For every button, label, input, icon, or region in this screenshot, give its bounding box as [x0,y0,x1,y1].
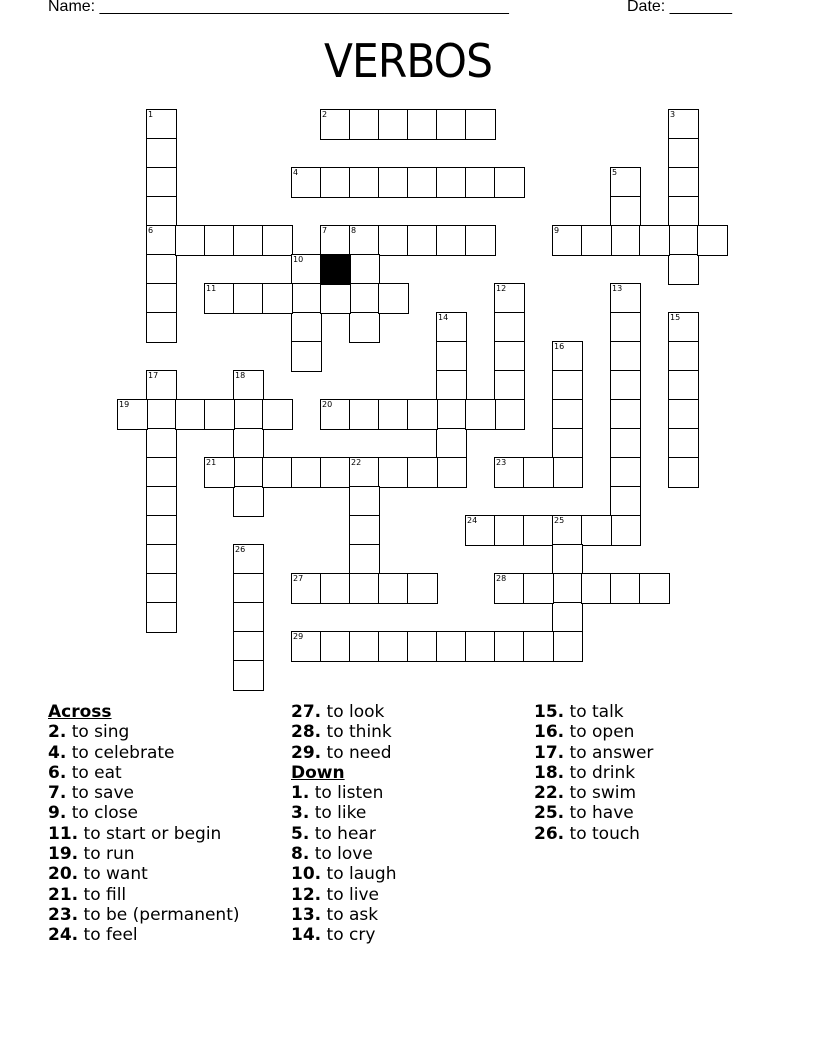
black-square [320,254,351,285]
grid-cell[interactable] [610,515,641,546]
clue-number-label: 21. [48,884,79,905]
clue-text: to sing [66,722,130,743]
grid-cell[interactable] [436,167,467,198]
clue-number-label: 20. [48,864,79,885]
grid-cell[interactable] [668,428,699,459]
grid-cell[interactable] [175,225,206,256]
clue-number-label: 26. [534,823,565,844]
clue-number: 2 [322,110,328,119]
grid-cell[interactable] [552,428,583,459]
clue-column-3 [534,702,653,844]
grid-cell[interactable] [610,312,641,343]
grid-cell[interactable] [668,312,699,343]
grid-cell[interactable] [407,167,438,198]
grid-cell[interactable] [407,109,438,140]
grid-cell[interactable] [146,428,177,459]
grid-cell[interactable] [204,457,235,488]
clue-number: 24 [467,516,478,525]
grid-cell[interactable] [233,602,264,633]
clue-number-label: 9. [48,803,67,824]
clue-number-label: 8. [291,844,310,865]
grid-cell[interactable] [668,370,699,401]
grid-cell[interactable] [610,457,641,488]
grid-cell[interactable] [233,399,264,430]
clue-number: 5 [612,168,618,177]
grid-cell[interactable] [436,428,467,459]
clue-text: to start or begin [78,823,222,844]
clue-number: 22 [351,458,362,467]
clue-text: to listen [309,783,384,804]
grid-cell[interactable] [146,109,177,140]
grid-cell[interactable] [668,225,699,256]
grid-cell[interactable] [146,486,177,517]
grid-cell[interactable] [668,109,699,140]
grid-cell[interactable] [552,370,583,401]
across-clue [291,702,396,722]
grid-cell[interactable] [436,341,467,372]
grid-cell[interactable] [436,370,467,401]
clue-number: 28 [496,574,507,583]
down-heading: Down [291,762,345,783]
grid-cell[interactable] [436,457,467,488]
grid-cell[interactable] [378,631,409,662]
grid-cell[interactable] [233,544,264,575]
grid-cell[interactable] [668,399,699,430]
grid-cell[interactable] [407,573,438,604]
clue-text: to need [321,742,392,763]
grid-cell[interactable] [262,283,293,314]
clue-number: 15 [670,313,681,322]
grid-cell[interactable] [436,399,467,430]
across-clue [48,722,240,742]
grid-cell[interactable] [320,573,351,604]
across-heading: Across [48,702,112,722]
grid-cell[interactable] [581,573,612,604]
clue-text: to ask [321,904,379,925]
grid-cell[interactable] [552,341,583,372]
grid-cell[interactable] [349,515,380,546]
grid-cell[interactable] [494,283,525,314]
grid-cell[interactable] [523,573,554,604]
grid-cell[interactable] [146,544,177,575]
clue-text: to open [564,722,635,743]
grid-cell[interactable] [523,457,554,488]
clue-text: to be (permanent) [78,904,240,925]
across-clue [291,722,396,742]
grid-cell[interactable] [494,399,525,430]
grid-cell[interactable] [610,196,641,227]
grid-cell[interactable] [146,399,177,430]
grid-cell[interactable] [291,457,322,488]
clue-number: 12 [496,284,507,293]
grid-cell[interactable] [581,515,612,546]
clue-text: to feel [78,925,138,946]
grid-cell[interactable] [436,312,467,343]
grid-cell[interactable] [494,167,525,198]
grid-cell[interactable] [378,457,409,488]
clue-text: to hear [309,823,376,844]
grid-cell[interactable] [610,428,641,459]
across-clue [48,824,240,844]
grid-cell[interactable] [494,515,525,546]
page-title: VERBOS [323,34,493,88]
across-clue [48,844,240,864]
down-clue [291,905,396,925]
grid-cell[interactable] [523,631,554,662]
grid-cell[interactable] [552,399,583,430]
across-clue [48,743,240,763]
clue-number: 27 [293,574,304,583]
grid-cell[interactable] [465,515,496,546]
clue-text: to fill [78,884,127,905]
grid-cell[interactable] [639,573,670,604]
grid-cell[interactable] [349,167,380,198]
grid-cell[interactable] [494,341,525,372]
grid-cell[interactable] [407,225,438,256]
grid-cell[interactable] [320,225,351,256]
grid-cell[interactable] [204,399,235,430]
clue-number-label: 29. [291,742,322,763]
across-clue [291,743,396,763]
clue-number-label: 11. [48,823,79,844]
date-field-line: Date: _______ [627,0,732,15]
clue-number: 29 [293,632,304,641]
clue-number-label: 23. [48,904,79,925]
clue-number-label: 2. [48,722,67,743]
grid-cell[interactable] [610,225,641,256]
down-clue [291,925,396,945]
down-clue [534,824,653,844]
grid-cell[interactable] [146,573,177,604]
grid-cell[interactable] [262,399,293,430]
grid-cell[interactable] [349,312,380,343]
grid-cell[interactable] [233,573,264,604]
grid-cell[interactable] [668,196,699,227]
down-clue [291,783,396,803]
clue-number-label: 10. [291,864,322,885]
grid-cell[interactable] [291,312,322,343]
grid-cell[interactable] [146,283,177,314]
clue-text: to drink [564,762,636,783]
grid-cell[interactable] [117,399,148,430]
grid-cell[interactable] [552,631,583,662]
grid-cell[interactable] [610,341,641,372]
grid-cell[interactable] [494,312,525,343]
grid-cell[interactable] [146,196,177,227]
clue-number: 16 [554,342,565,351]
clue-number: 8 [351,226,357,235]
clue-text: to live [321,884,379,905]
across-clue [48,905,240,925]
grid-cell[interactable] [349,283,380,314]
grid-cell[interactable] [349,544,380,575]
grid-cell[interactable] [465,167,496,198]
grid-cell[interactable] [436,631,467,662]
grid-cell[interactable] [146,515,177,546]
down-clue [534,763,653,783]
grid-cell[interactable] [146,254,177,285]
grid-cell[interactable] [378,283,409,314]
grid-cell[interactable] [378,399,409,430]
clue-number: 26 [235,545,246,554]
clue-number: 19 [119,400,130,409]
grid-cell[interactable] [610,486,641,517]
grid-cell[interactable] [523,515,554,546]
grid-cell[interactable] [349,457,380,488]
down-clue [534,722,653,742]
clue-number-label: 4. [48,742,67,763]
grid-cell[interactable] [291,254,322,285]
across-clue [48,885,240,905]
grid-cell[interactable] [407,457,438,488]
clue-number: 13 [612,284,623,293]
across-clue [48,803,240,823]
clue-number: 17 [148,371,159,380]
clue-number: 21 [206,458,217,467]
grid-cell[interactable] [349,254,380,285]
grid-cell[interactable] [465,399,496,430]
clue-number-label: 3. [291,803,310,824]
clue-text: to cry [321,925,376,946]
grid-cell[interactable] [349,631,380,662]
clue-text: to think [321,722,392,743]
clue-number-label: 13. [291,904,322,925]
clue-number-label: 7. [48,783,67,804]
clue-number: 9 [554,226,560,235]
clue-number: 6 [148,226,154,235]
grid-cell[interactable] [378,573,409,604]
grid-cell[interactable] [146,370,177,401]
clue-column-2 [291,702,396,946]
grid-cell[interactable] [233,660,264,691]
clue-number-label: 24. [48,925,79,946]
grid-cell[interactable] [233,457,264,488]
clue-number: 10 [293,255,304,264]
grid-cell[interactable] [262,225,293,256]
grid-cell[interactable] [494,457,525,488]
clue-number-label: 19. [48,844,79,865]
grid-cell[interactable] [320,631,351,662]
grid-cell[interactable] [552,457,583,488]
clue-number: 14 [438,313,449,322]
grid-cell[interactable] [465,109,496,140]
clue-number-label: 16. [534,722,565,743]
clue-number-label: 17. [534,742,565,763]
clue-number: 18 [235,371,246,380]
clue-number-label: 6. [48,762,67,783]
clue-text: to run [78,844,135,865]
grid-cell[interactable] [320,167,351,198]
clue-column-1 [48,702,240,946]
grid-cell[interactable] [465,225,496,256]
grid-cell[interactable] [320,399,351,430]
grid-cell[interactable] [407,631,438,662]
clue-text: to want [78,864,148,885]
clue-number-label: 25. [534,803,565,824]
clue-text: to celebrate [66,742,175,763]
clue-text: to look [321,702,385,722]
clue-text: to have [564,803,634,824]
grid-cell[interactable] [349,225,380,256]
clue-text: to like [309,803,367,824]
grid-cell[interactable] [639,225,670,256]
grid-cell[interactable] [581,225,612,256]
grid-cell[interactable] [378,167,409,198]
across-clue [48,763,240,783]
clue-text: to close [66,803,138,824]
grid-cell[interactable] [407,399,438,430]
grid-cell[interactable] [146,457,177,488]
grid-cell[interactable] [552,573,583,604]
grid-cell[interactable] [146,312,177,343]
grid-cell[interactable] [320,109,351,140]
grid-cell[interactable] [146,138,177,169]
grid-cell[interactable] [291,631,322,662]
grid-cell[interactable] [233,428,264,459]
grid-cell[interactable] [610,399,641,430]
grid-cell[interactable] [146,225,177,256]
grid-cell[interactable] [552,602,583,633]
clue-number-label: 15. [534,702,565,722]
grid-cell[interactable] [378,225,409,256]
down-clue [291,844,396,864]
grid-cell[interactable] [233,631,264,662]
clue-number: 25 [554,516,565,525]
grid-cell[interactable] [146,602,177,633]
clue-number-label: 27. [291,702,322,722]
grid-cell[interactable] [465,631,496,662]
clue-number-label: 12. [291,884,322,905]
grid-cell[interactable] [291,573,322,604]
grid-cell[interactable] [233,370,264,401]
clue-number-label: 28. [291,722,322,743]
down-clue [291,803,396,823]
name-field-line: Name: ______________________________________________ [48,0,509,15]
grid-cell[interactable] [494,370,525,401]
grid-cell[interactable] [610,167,641,198]
grid-cell[interactable] [610,283,641,314]
grid-cell[interactable] [610,573,641,604]
grid-cell[interactable] [552,515,583,546]
clue-text: to save [66,783,134,804]
grid-cell[interactable] [349,486,380,517]
clue-text: to swim [564,783,637,804]
clue-text: to answer [564,742,654,763]
grid-cell[interactable] [175,399,206,430]
grid-cell[interactable] [552,225,583,256]
grid-cell[interactable] [552,544,583,575]
clue-number-label: 1. [291,783,310,804]
grid-cell[interactable] [610,370,641,401]
grid-cell[interactable] [233,283,264,314]
grid-cell[interactable] [291,167,322,198]
grid-cell[interactable] [204,225,235,256]
grid-cell[interactable] [668,138,699,169]
grid-cell[interactable] [378,109,409,140]
down-clue [291,824,396,844]
grid-cell[interactable] [233,225,264,256]
grid-cell[interactable] [494,573,525,604]
grid-cell[interactable] [697,225,728,256]
down-clue [534,803,653,823]
down-clue [534,743,653,763]
clue-text: to love [309,844,373,865]
clue-number: 20 [322,400,333,409]
across-clue [48,925,240,945]
clue-text: to eat [66,762,122,783]
clue-text: to touch [564,823,640,844]
grid-cell[interactable] [668,457,699,488]
clue-number: 23 [496,458,507,467]
grid-cell[interactable] [204,283,235,314]
grid-cell[interactable] [436,109,467,140]
clue-number-label: 14. [291,925,322,946]
grid-cell[interactable] [349,399,380,430]
clue-number-label: 18. [534,762,565,783]
grid-cell[interactable] [436,225,467,256]
grid-cell[interactable] [668,254,699,285]
grid-cell[interactable] [349,109,380,140]
grid-cell[interactable] [291,283,322,314]
down-clue [291,864,396,884]
clue-number: 4 [293,168,299,177]
grid-cell[interactable] [494,631,525,662]
clue-number: 11 [206,284,217,293]
grid-cell[interactable] [668,341,699,372]
clue-text: to talk [564,702,624,722]
across-clue [48,783,240,803]
clue-number: 3 [670,110,676,119]
grid-cell[interactable] [349,573,380,604]
down-clue [534,783,653,803]
across-clue [48,864,240,884]
grid-cell[interactable] [320,457,351,488]
clue-text: to laugh [321,864,397,885]
grid-cell[interactable] [146,167,177,198]
clue-number-label: 22. [534,783,565,804]
clue-number: 7 [322,226,328,235]
grid-cell[interactable] [291,341,322,372]
clue-number: 1 [148,110,154,119]
grid-cell[interactable] [668,167,699,198]
clue-number-label: 5. [291,823,310,844]
grid-cell[interactable] [320,283,351,314]
down-clue [291,885,396,905]
down-clue [534,702,653,722]
grid-cell[interactable] [262,457,293,488]
grid-cell[interactable] [233,486,264,517]
